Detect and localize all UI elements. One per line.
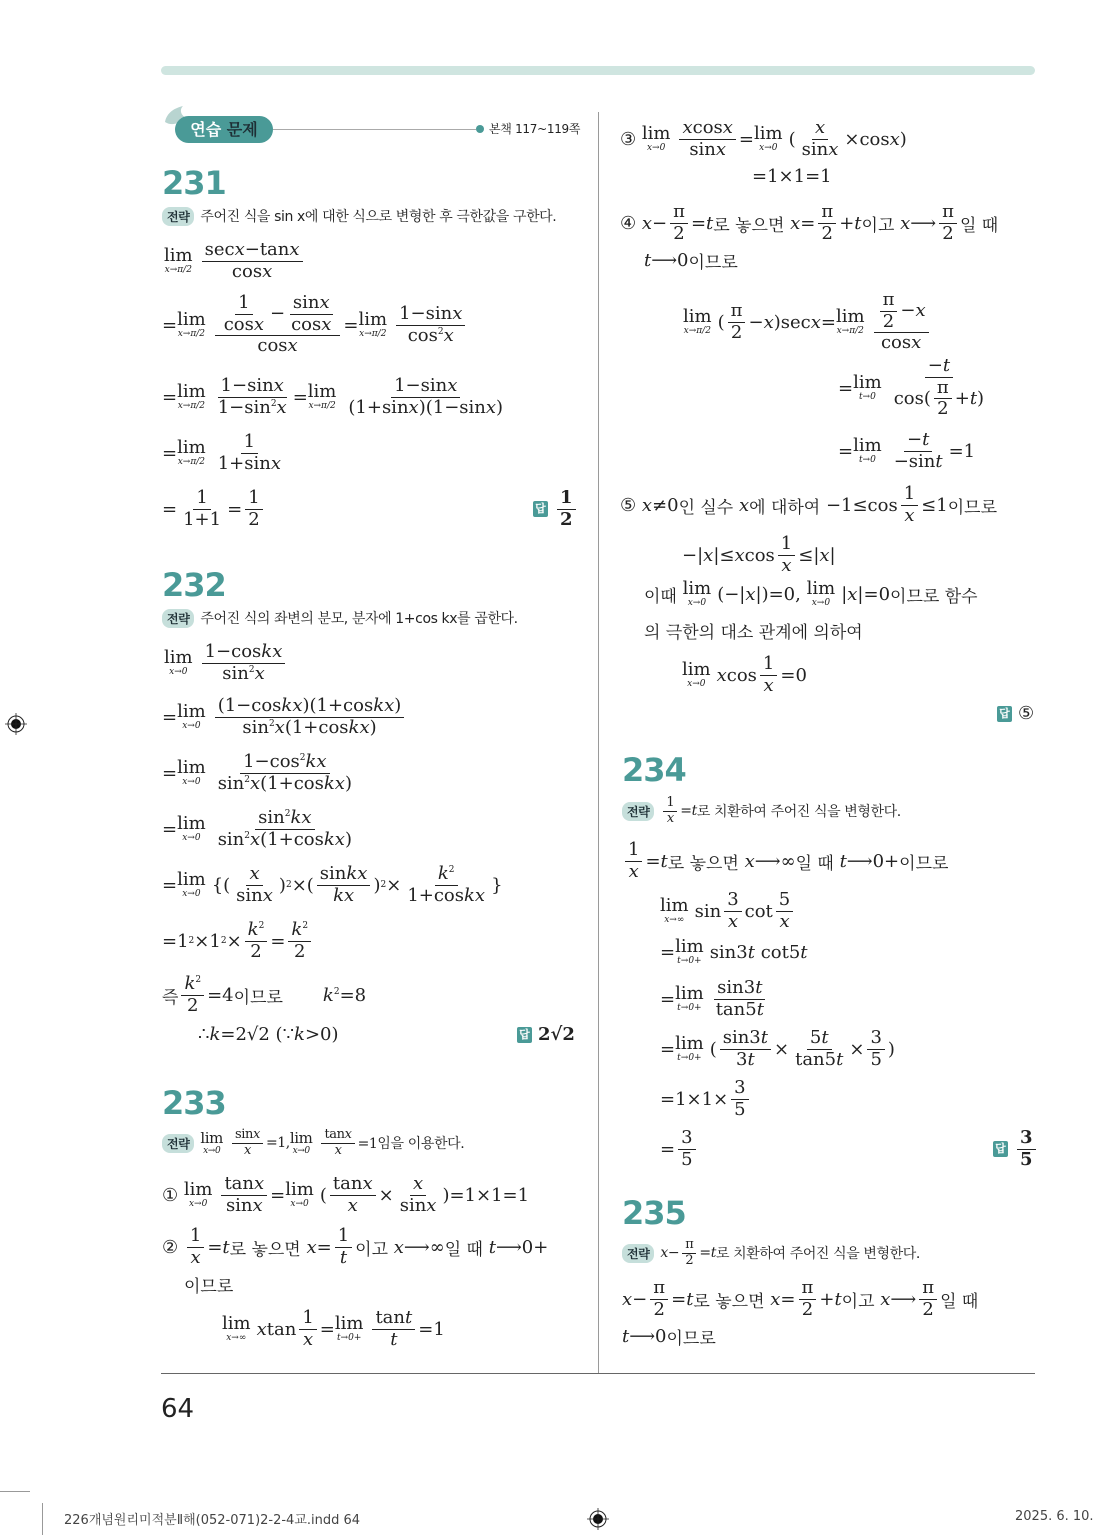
math-line: = lim x→π/2 $\frac{1}{1+\sin x}$	[162, 431, 281, 474]
text-fragment: 이고	[841, 1291, 875, 1312]
answer	[517, 1024, 575, 1045]
math-line: = lim x→0 $\frac{1-\cos^2kx}{\sin^2x(1+coskx)}$	[162, 751, 352, 794]
math-line: −| x |≤ x cos $\frac{1}{x}$ ≤| x |	[682, 533, 836, 576]
strategy-tag: 전략	[162, 207, 194, 226]
strategy-line	[162, 206, 556, 226]
math-line: ② $\frac{1}{x}$ = t 로 놓으면 x = $\frac{1}{t}$ 이고 x ⟶∞ 일 때 t ⟶0+	[162, 1225, 549, 1268]
strategy-tag: 전략	[162, 1134, 194, 1153]
answer-tag: 답	[517, 1027, 532, 1043]
math-line: lim x→π/2 ( $\frac{\pi}{2}$ − x )sec x = lim x→π/2 $\frac{\pi}{2}$ −x cosx	[683, 290, 932, 354]
answer-tag: 답	[533, 501, 548, 517]
text-fragment: 의 극한의 대소 관계에 의하여	[644, 623, 863, 643]
math-line: = lim x→0 {( $\frac{x}{\sin x}$ ) 2 ×( $\frac{\text{sinkx}}{kx}$ ) 2 × $\frac{k^2}{\text{1+coskx}}$ }	[162, 863, 503, 906]
math-line: = lim t→0 $\frac{-t}{-\sin t}$ =1	[838, 429, 976, 472]
registration-mark-icon	[5, 713, 27, 735]
math-line: = lim x→π/2 $\frac{1-\sin x}{1-\sin^2x}$ = lim x→π/2 $\frac{1-\sin x}{(1+\sin x)(1-\sin x)}$	[162, 375, 504, 418]
textbook-reference: 본책 117~119쪽	[489, 122, 581, 136]
answer	[997, 703, 1034, 724]
math-line: x − $\frac{\pi}{2}$ = t 로 놓으면 x = $\frac{\pi}{2}$ + t 이고 x ⟶ $\frac{\pi}{2}$ 일 때	[622, 1277, 979, 1320]
math-line: ① lim x→0 $\frac{\tan x}{\sin x}$ = lim x→0 ( $\frac{\tan x}{x}$ × $\frac{x}{\sin x}$ )=1×1=1	[162, 1173, 530, 1216]
answer: 답 $\frac{1}{2}$	[533, 488, 579, 530]
math-line: = lim t→0 −t cos( $\frac{\pi}{2}$ +t)	[838, 355, 985, 420]
slug-filename: 226개념원리미적분Ⅱ해(052-071)2-2-4교.indd 64	[64, 1513, 361, 1528]
badge-text-1: 연습	[190, 120, 222, 139]
math-line: lim x→π/2 $\frac{\sec x-\tan x}{\cos x}$	[164, 240, 306, 282]
math-line: = lim x→π/2 $\frac{1}{\cos x}$ − $\frac{\sin x}{\cos x}$ cosx = lim x→π/2 $\frac{1-\sin x}{\cos^2x}$	[162, 293, 468, 357]
problem-number: 232	[162, 566, 226, 604]
math-line: lim x→0 x cos $\frac{1}{x}$ =0	[682, 653, 807, 696]
math-line: = lim t→0+ sin3 t cot5 t	[660, 936, 808, 966]
math-line: =1 2 ×1 2 × $\frac{k^2}{2}$ = $\frac{k^2}{2}$	[162, 920, 314, 962]
section-badge	[175, 116, 273, 143]
math-line: 이때 lim x→0 (−| x |)=0, lim x→0 | x |=0 이므로 함수	[644, 578, 978, 608]
math-line: lim x→∞ x tan $\frac{1}{x}$ = lim t→0+ $\frac{\tan t}{t}$ =1	[222, 1307, 445, 1350]
text-fragment: 로 놓으면	[713, 215, 785, 236]
text-fragment: 이때	[644, 586, 677, 607]
strategy-line: 전략 x − $\frac{\pi}{2}$ = t 로 치환하여 주어진 식을 변형한다.	[622, 1238, 920, 1269]
math-line: = lim x→0 $\frac{\text{(1−coskx)(1+coskx)}}{\sin^2x(1+coskx)}$	[162, 696, 407, 738]
strategy-line: 전략 lim x→0 $\frac{\sin x}{x}$ =1, lim x→0 $\frac{\tan x}{x}$ =1임을 이용한다.	[162, 1128, 464, 1159]
text-fragment: 이므로 함수	[890, 586, 978, 607]
text-line	[644, 618, 863, 643]
registration-mark-icon	[587, 1508, 609, 1530]
text-fragment: 이므로	[233, 987, 283, 1008]
slug-date: 2025. 6. 10.	[1015, 1509, 1094, 1524]
text-fragment: 즉	[162, 987, 179, 1008]
text-fragment: 에 대하여	[749, 497, 821, 518]
answer-value: ⑤	[1018, 703, 1035, 724]
answer-value: 2√2	[538, 1024, 575, 1045]
strategy-line	[162, 608, 518, 628]
math-line: ④ x − $\frac{\pi}{2}$ = t 로 놓으면 x = $\frac{\pi}{2}$ + t 이고 x ⟶ $\frac{\pi}{2}$ 일 때	[620, 201, 999, 244]
math-line: = $\frac{3}{5}$	[660, 1128, 699, 1170]
text-fragment: 이므로	[688, 253, 738, 273]
badge-text-2: 문제	[226, 120, 258, 139]
slug-divider	[42, 1503, 43, 1535]
math-line: = lim x→0 $\frac{\sin^2kx}{\sin^2x(1+coskx)}$	[162, 807, 352, 850]
problem-number: 235	[622, 1194, 686, 1232]
answer: 답 $\frac{3}{5}$	[993, 1128, 1039, 1170]
text-fragment: 이므로	[947, 497, 997, 518]
strategy-line: 전략 $\frac{1}{x}$ = t 로 치환하여 주어진 식을 변형한다.	[622, 796, 901, 827]
problem-number: 234	[622, 751, 686, 789]
math-line: =1×1× $\frac{3}{5}$	[660, 1078, 752, 1120]
answer-tag: 답	[997, 706, 1012, 722]
math-line: ③ lim x→0 $\frac{xcosx}{\sin x}$ = lim x→0 ( $\frac{x}{\sin x}$ ×cos x )	[620, 117, 907, 160]
math-line: = lim t→0+ ( $\frac{\sin 3t}{3t}$ × $\frac{5t}{\tan 5t}$ × $\frac{3}{5}$ )	[660, 1027, 895, 1070]
page-number: 64	[161, 1394, 195, 1424]
text-fragment: 이므로	[666, 1329, 716, 1349]
strategy-tag: 전략	[622, 1244, 654, 1263]
text-fragment: 로 놓으면	[693, 1291, 765, 1312]
math-line: ⑤ x ≠0 인 실수 x 에 대하여 −1≤cos $\frac{1}{x}$ ≤1 이므로	[620, 483, 997, 526]
math-line: $\frac{1}{x}$ = t 로 놓으면 x ⟶∞ 일 때 t ⟶0+ 이므로	[622, 840, 948, 882]
problem-number: 231	[162, 164, 226, 202]
text-fragment: 로 놓으면	[229, 1239, 301, 1260]
text-fragment: 로 놓으면	[667, 853, 739, 874]
bottom-rule	[161, 1373, 1035, 1374]
math-line: = lim t→0+ $\frac{\sin 3t}{\tan 5t}$	[660, 977, 764, 1020]
header-rule	[273, 129, 476, 130]
text-fragment: 인 실수	[678, 497, 734, 518]
strategy-text: 주어진 식의 좌변의 분모, 분자에 1+cos kx를 곱한다.	[200, 611, 518, 627]
math-line: = $\frac{1}{1+1}$ = $\frac{1}{2}$	[162, 488, 266, 530]
bullet-dot-icon	[476, 125, 484, 133]
math-line: ∴ k =2√2 (∵ k >0)	[198, 1024, 339, 1045]
math-line: t ⟶0 이므로	[622, 1326, 716, 1349]
text-fragment: 이므로	[184, 1277, 234, 1297]
math-line: 즉 $\frac{k^2}{2}$ =4 이므로 $k^2=8$	[162, 973, 367, 1016]
math-line: t ⟶0 이므로	[644, 250, 738, 273]
crop-mark	[0, 1491, 30, 1492]
strategy-tag: 전략	[622, 802, 654, 821]
column-divider	[598, 112, 599, 1374]
text-fragment: 이므로	[899, 853, 949, 874]
text-fragment: 일 때	[444, 1239, 483, 1260]
text-fragment: 일 때	[959, 215, 999, 236]
answer-tag: 답	[993, 1141, 1008, 1157]
math-line: lim x→∞ sin $\frac{3}{x}$ cot $\frac{5}{x}$	[660, 890, 796, 932]
problem-number: 233	[162, 1084, 226, 1122]
text-fragment: 이고	[355, 1239, 389, 1260]
text-fragment: 일 때	[940, 1291, 979, 1312]
top-decorative-bar	[161, 66, 1035, 75]
math-line: lim x→0 $\frac{\text{1−coskx}}{\sin^2x}$	[164, 642, 288, 684]
strategy-text: 주어진 식을 sin x에 대한 식으로 변형한 후 극한값을 구한다.	[200, 209, 557, 225]
text-fragment: 이고	[861, 215, 895, 236]
math-line: =1×1=1	[752, 166, 832, 187]
strategy-tag: 전략	[162, 609, 194, 628]
text-fragment: 일 때	[795, 853, 834, 874]
text-line	[184, 1272, 233, 1297]
